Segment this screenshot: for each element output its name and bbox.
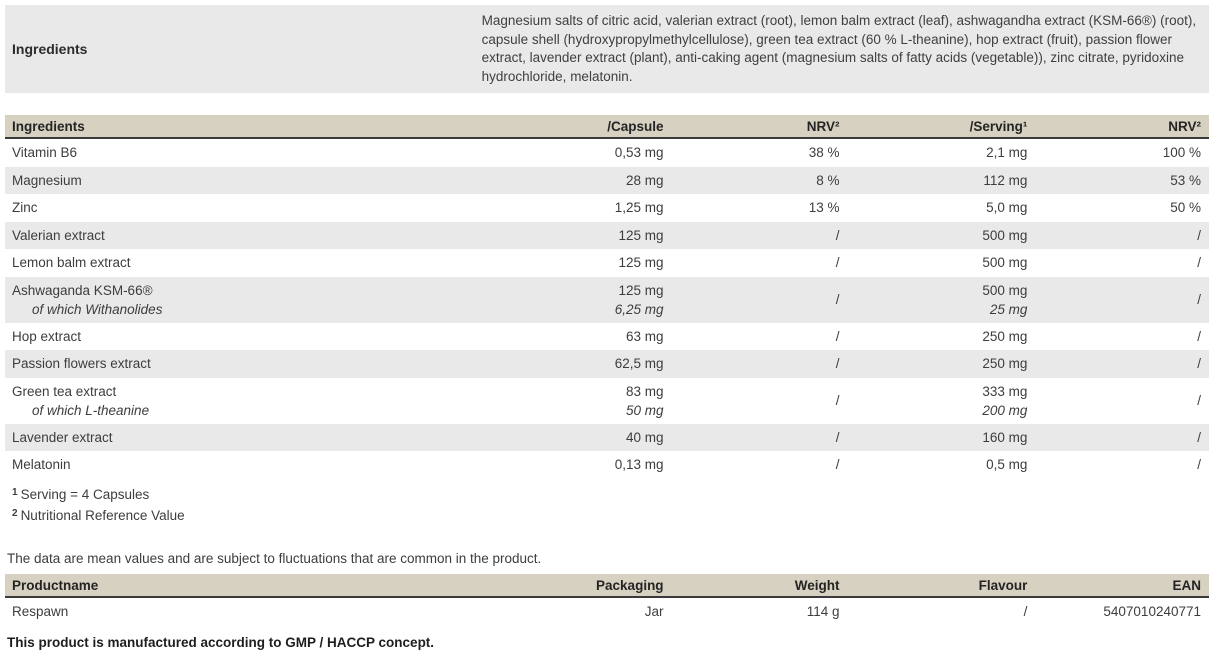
serving-value-main: 500 mg <box>982 282 1028 298</box>
nrv-capsule-value <box>664 354 840 373</box>
footnote-marker: 2 <box>12 507 18 519</box>
ingredient-name-main: Vitamin B6 <box>12 145 78 161</box>
nrv-serving-value-main: / <box>1197 255 1201 271</box>
ingredient-name-main: Valerian extract <box>12 227 105 243</box>
nrv-serving-value <box>1027 327 1201 346</box>
header-weight: Weight <box>794 577 840 593</box>
ingredient-name-main: Lavender extract <box>12 429 113 445</box>
nrv-capsule-value <box>664 327 840 346</box>
ingredient-name-main: Zinc <box>12 200 38 216</box>
ingredient-name-main: Ashwaganda KSM-66® <box>12 282 153 298</box>
nrv-capsule-value <box>664 391 840 410</box>
ingredient-name-sub: of which Withanolides <box>32 301 163 317</box>
table-row <box>5 424 1209 452</box>
nrv-serving-value <box>1027 354 1201 373</box>
serving-value-main: 250 mg <box>982 356 1028 372</box>
footnote-serving <box>12 485 1209 506</box>
nrv-serving-value-main: / <box>1197 328 1201 344</box>
table-row <box>5 451 1209 479</box>
ingredients-block <box>5 5 1209 93</box>
capsule-value-main: 0,13 mg <box>614 457 664 473</box>
capsule-value <box>488 354 664 373</box>
footnote-marker: 1 <box>12 486 18 498</box>
weight-value: 114 g <box>806 603 840 619</box>
capsule-value-main: 28 mg <box>626 172 664 188</box>
nrv-capsule-value-main: / <box>835 393 840 408</box>
nrv-serving-value <box>1027 226 1201 245</box>
header-per-capsule: /Capsule <box>607 119 664 134</box>
serving-value-sub: 25 mg <box>989 301 1028 317</box>
table-row <box>5 378 1209 424</box>
nrv-capsule-value-main: / <box>835 356 840 372</box>
serving-value <box>840 143 1028 162</box>
table-row <box>5 167 1209 195</box>
ingredient-name-main: Green tea extract <box>12 383 117 399</box>
serving-value <box>840 428 1028 447</box>
nutrition-table <box>5 115 1209 479</box>
serving-value <box>840 281 1028 319</box>
nrv-capsule-value <box>664 455 840 474</box>
serving-value-main: 112 mg <box>983 172 1028 188</box>
ingredient-name-sub: of which L-theanine <box>32 402 150 418</box>
footnotes <box>5 479 1209 527</box>
serving-value <box>840 327 1028 346</box>
serving-value <box>840 198 1028 217</box>
nrv-capsule-value-main: / <box>835 328 840 344</box>
capsule-value <box>488 253 664 272</box>
nrv-capsule-value-main: / <box>835 429 840 445</box>
nrv-serving-value <box>1027 198 1201 217</box>
ingredient-name <box>12 226 488 245</box>
nrv-serving-value <box>1027 290 1201 309</box>
capsule-value-main: 63 mg <box>626 328 664 344</box>
header-packaging: Packaging <box>596 577 664 593</box>
ingredient-name <box>12 327 488 346</box>
manufacturing-note: This product is manufactured according to GMP / HACCP concept. <box>7 635 435 650</box>
ingredient-name <box>12 428 488 447</box>
capsule-value <box>488 382 664 420</box>
nrv-capsule-value-main: 13 % <box>808 200 840 216</box>
table-row <box>5 249 1209 277</box>
serving-value-main: 500 mg <box>982 255 1028 271</box>
nrv-serving-value <box>1027 455 1201 474</box>
ean-value: 5407010240771 <box>1103 603 1201 619</box>
mean-values-disclaimer: The data are mean values and are subject to fluctuations that are common in the product. <box>7 550 542 566</box>
serving-value-main: 2,1 mg <box>986 145 1028 161</box>
table-row <box>5 350 1209 378</box>
nrv-serving-value-main: / <box>1197 292 1201 307</box>
product-name-value: Respawn <box>12 603 69 619</box>
capsule-value-main: 125 mg <box>618 255 664 271</box>
capsule-value-main: 40 mg <box>626 429 664 445</box>
ingredients-list-text: Magnesium salts of citric acid, valerian extract (root), lemon balm extract (leaf), ashwagandha extract (KSM-66®) (root), capsule shell (hydroxypropylmethylcellulose), green tea extract (60 % L-theanine), hop extract (fruit), passion flower extract, lavender extract (plant), anti-caking agent (magnesium salts of fatty acids (vegetable)), zinc citrate, pyridoxine hydrochloride, melatonin. <box>481 13 1197 84</box>
serving-value-sub: 200 mg <box>982 402 1028 418</box>
serving-value <box>840 253 1028 272</box>
capsule-value <box>488 327 664 346</box>
nrv-serving-value-main: / <box>1197 457 1201 473</box>
nrv-capsule-value <box>664 253 840 272</box>
serving-value <box>840 382 1028 420</box>
footnote-text: Nutritional Reference Value <box>20 507 185 523</box>
capsule-value <box>488 226 664 245</box>
serving-value <box>840 354 1028 373</box>
ingredient-name <box>12 455 488 474</box>
nrv-capsule-value <box>664 226 840 245</box>
nrv-capsule-value <box>664 143 840 162</box>
header-ingredients: Ingredients <box>12 119 85 134</box>
ingredient-name-main: Hop extract <box>12 328 82 344</box>
nrv-serving-value-main: / <box>1197 227 1201 243</box>
capsule-value <box>488 281 664 319</box>
product-row <box>5 598 1209 626</box>
nrv-capsule-value <box>664 290 840 309</box>
header-flavour: Flavour <box>978 577 1028 593</box>
ingredient-name <box>12 253 488 272</box>
nrv-serving-value-main: / <box>1197 356 1201 372</box>
nrv-capsule-value-main: / <box>835 292 840 307</box>
serving-value-main: 333 mg <box>982 383 1028 399</box>
nrv-serving-value-main: / <box>1197 429 1201 445</box>
serving-value-main: 250 mg <box>982 328 1028 344</box>
capsule-value <box>488 198 664 217</box>
nrv-capsule-value-main: / <box>835 255 840 271</box>
nrv-capsule-value-main: 8 % <box>816 172 840 188</box>
product-table-header <box>5 574 1209 598</box>
ingredient-name-main: Melatonin <box>12 457 71 473</box>
capsule-value <box>488 171 664 190</box>
flavour-value: / <box>1023 603 1028 619</box>
ingredient-name <box>12 171 488 190</box>
nrv-serving-value <box>1027 143 1201 162</box>
table-row <box>5 194 1209 222</box>
nrv-serving-value-main: / <box>1197 393 1201 408</box>
nrv-serving-value-main: 100 % <box>1162 145 1201 161</box>
nrv-capsule-value <box>664 198 840 217</box>
packaging-value: Jar <box>644 603 664 619</box>
capsule-value <box>488 455 664 474</box>
ingredient-name <box>12 198 488 217</box>
table-row <box>5 222 1209 250</box>
header-per-serving: /Serving¹ <box>969 119 1028 134</box>
ingredient-name-main: Passion flowers extract <box>12 356 151 372</box>
nutrition-table-body <box>5 139 1209 479</box>
nrv-capsule-value-main: / <box>835 227 840 243</box>
product-table <box>5 574 1209 626</box>
ingredients-block-label: Ingredients <box>12 41 88 57</box>
ingredient-name-main: Magnesium <box>12 172 82 188</box>
nrv-serving-value <box>1027 391 1201 410</box>
ingredient-name <box>12 382 488 420</box>
serving-value-main: 0,5 mg <box>986 457 1028 473</box>
serving-value-main: 5,0 mg <box>986 200 1028 216</box>
table-row <box>5 323 1209 351</box>
capsule-value-main: 62,5 mg <box>614 356 664 372</box>
nrv-serving-value <box>1027 253 1201 272</box>
capsule-value-main: 0,53 mg <box>614 145 664 161</box>
ingredient-name-main: Lemon balm extract <box>12 255 131 271</box>
nrv-serving-value <box>1027 171 1201 190</box>
capsule-value <box>488 143 664 162</box>
table-row <box>5 277 1209 323</box>
serving-value <box>840 171 1028 190</box>
serving-value-main: 500 mg <box>982 227 1028 243</box>
header-productname: Productname <box>12 577 99 593</box>
footnote-text: Serving = 4 Capsules <box>20 486 150 502</box>
ingredient-name <box>12 281 488 319</box>
nrv-capsule-value <box>664 171 840 190</box>
capsule-value <box>488 428 664 447</box>
ingredient-name <box>12 354 488 373</box>
serving-value <box>840 226 1028 245</box>
nrv-capsule-value <box>664 428 840 447</box>
capsule-value-sub: 6,25 mg <box>614 301 664 317</box>
nrv-capsule-value-main: / <box>835 457 840 473</box>
nrv-capsule-value-main: 38 % <box>808 145 840 161</box>
capsule-value-main: 125 mg <box>618 227 664 243</box>
footnote-nrv <box>12 506 1209 527</box>
serving-value-main: 160 mg <box>982 429 1028 445</box>
nutrition-table-header <box>5 115 1209 139</box>
capsule-value-main: 83 mg <box>626 383 664 399</box>
ingredient-name <box>12 143 488 162</box>
header-nrv-serving: NRV² <box>1168 119 1201 134</box>
capsule-value-sub: 50 mg <box>626 402 664 418</box>
nrv-serving-value <box>1027 428 1201 447</box>
nrv-serving-value-main: 53 % <box>1170 172 1201 188</box>
capsule-value-main: 125 mg <box>618 282 664 298</box>
header-ean: EAN <box>1172 577 1201 593</box>
serving-value <box>840 455 1028 474</box>
capsule-value-main: 1,25 mg <box>614 200 664 216</box>
header-nrv-capsule: NRV² <box>806 119 840 134</box>
nrv-serving-value-main: 50 % <box>1170 200 1201 216</box>
table-row <box>5 139 1209 167</box>
